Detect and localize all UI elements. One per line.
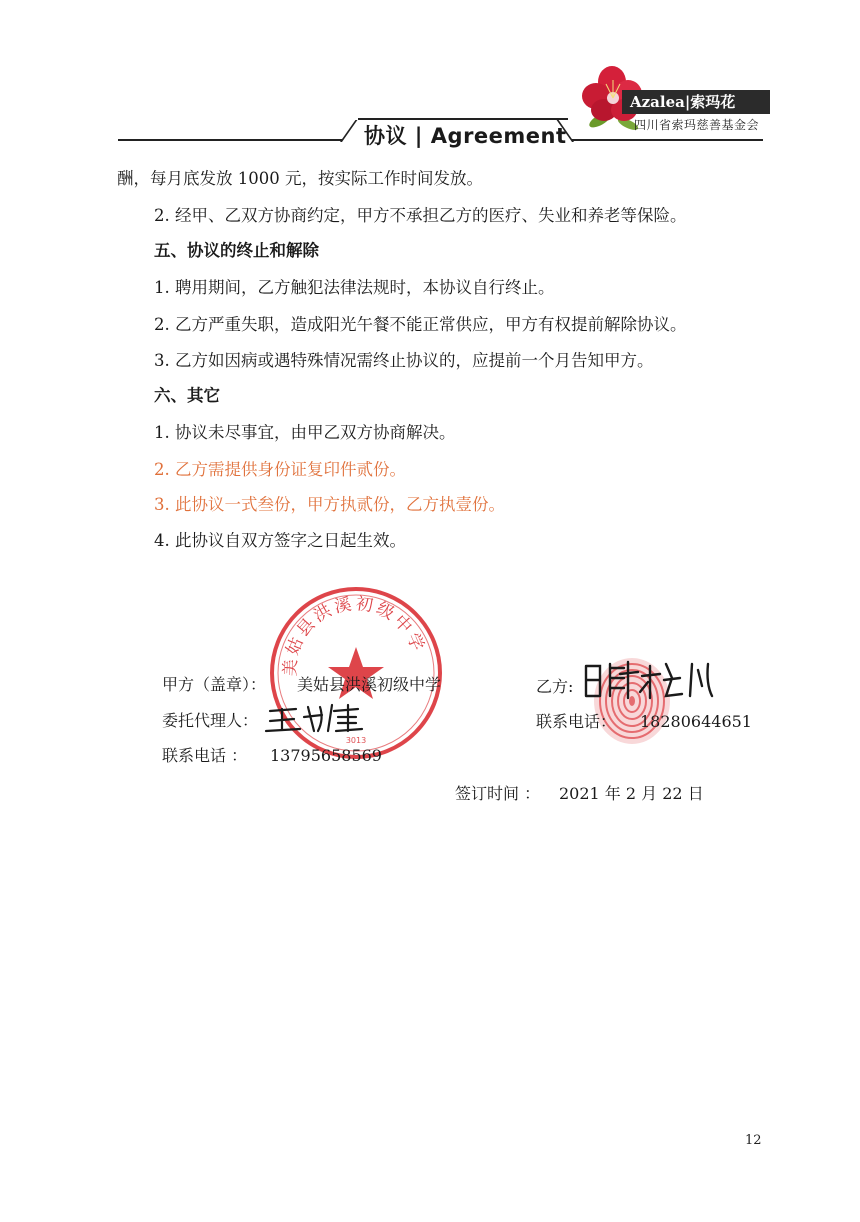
page-title: 协议 | Agreement (364, 124, 567, 148)
body-line-9: 2. 乙方需提供身份证复印件贰份。 (154, 460, 406, 479)
party-b-phone: 18280644651 (640, 712, 752, 731)
body-line-2: 2. 经甲、乙双方协商约定，甲方不承担乙方的医疗、失业和养老等保险。 (154, 206, 687, 225)
body-line-6: 3. 乙方如因病或遇特殊情况需终止协议的，应提前一个月告知甲方。 (154, 351, 654, 370)
body-line-4: 1. 聘用期间，乙方触犯法律法规时，本协议自行终止。 (154, 278, 555, 297)
agent-label: 委托代理人： (162, 711, 259, 730)
party-a-phone-label: 联系电话 ： (162, 746, 248, 765)
section-heading-6: 六、其它 (154, 386, 220, 405)
party-b-phone-label: 联系电话： (536, 712, 617, 731)
agent-handwritten-signature (262, 697, 378, 737)
body-line-8: 1. 协议未尽事宜，由甲乙双方协商解决。 (154, 423, 456, 442)
party-b-label: 乙方: (536, 677, 574, 696)
body-line-11: 4. 此协议自双方签字之日起生效。 (154, 531, 406, 550)
body-line-1: 酬，每月底发放 1000 元，按实际工作时间发放。 (117, 169, 483, 188)
sign-date: 2021 年 2 月 22 日 (559, 784, 704, 803)
party-a-name: 美姑县洪溪初级中学 (297, 675, 442, 694)
party-a-label: 甲方（盖章）： (162, 675, 267, 694)
party-b-handwritten-signature (580, 656, 720, 702)
page-number: 12 (745, 1133, 762, 1148)
logo-name: Azalea|索玛花 (622, 90, 770, 114)
section-heading-5: 五、协议的终止和解除 (154, 241, 319, 260)
body-line-5: 2. 乙方严重失职，造成阳光午餐不能正常供应，甲方有权提前解除协议。 (154, 315, 687, 334)
sign-date-label: 签订时间 ： (455, 784, 541, 803)
svg-text:3013: 3013 (345, 736, 367, 745)
svg-text:美姑县洪溪初级中学: 美姑县洪溪初级中学 (280, 593, 429, 677)
party-a-phone: 13795658569 (270, 746, 382, 765)
body-line-10: 3. 此协议一式叁份，甲方执贰份，乙方执壹份。 (154, 495, 505, 514)
logo-subtitle: 四川省索玛慈善基金会 (634, 118, 760, 132)
